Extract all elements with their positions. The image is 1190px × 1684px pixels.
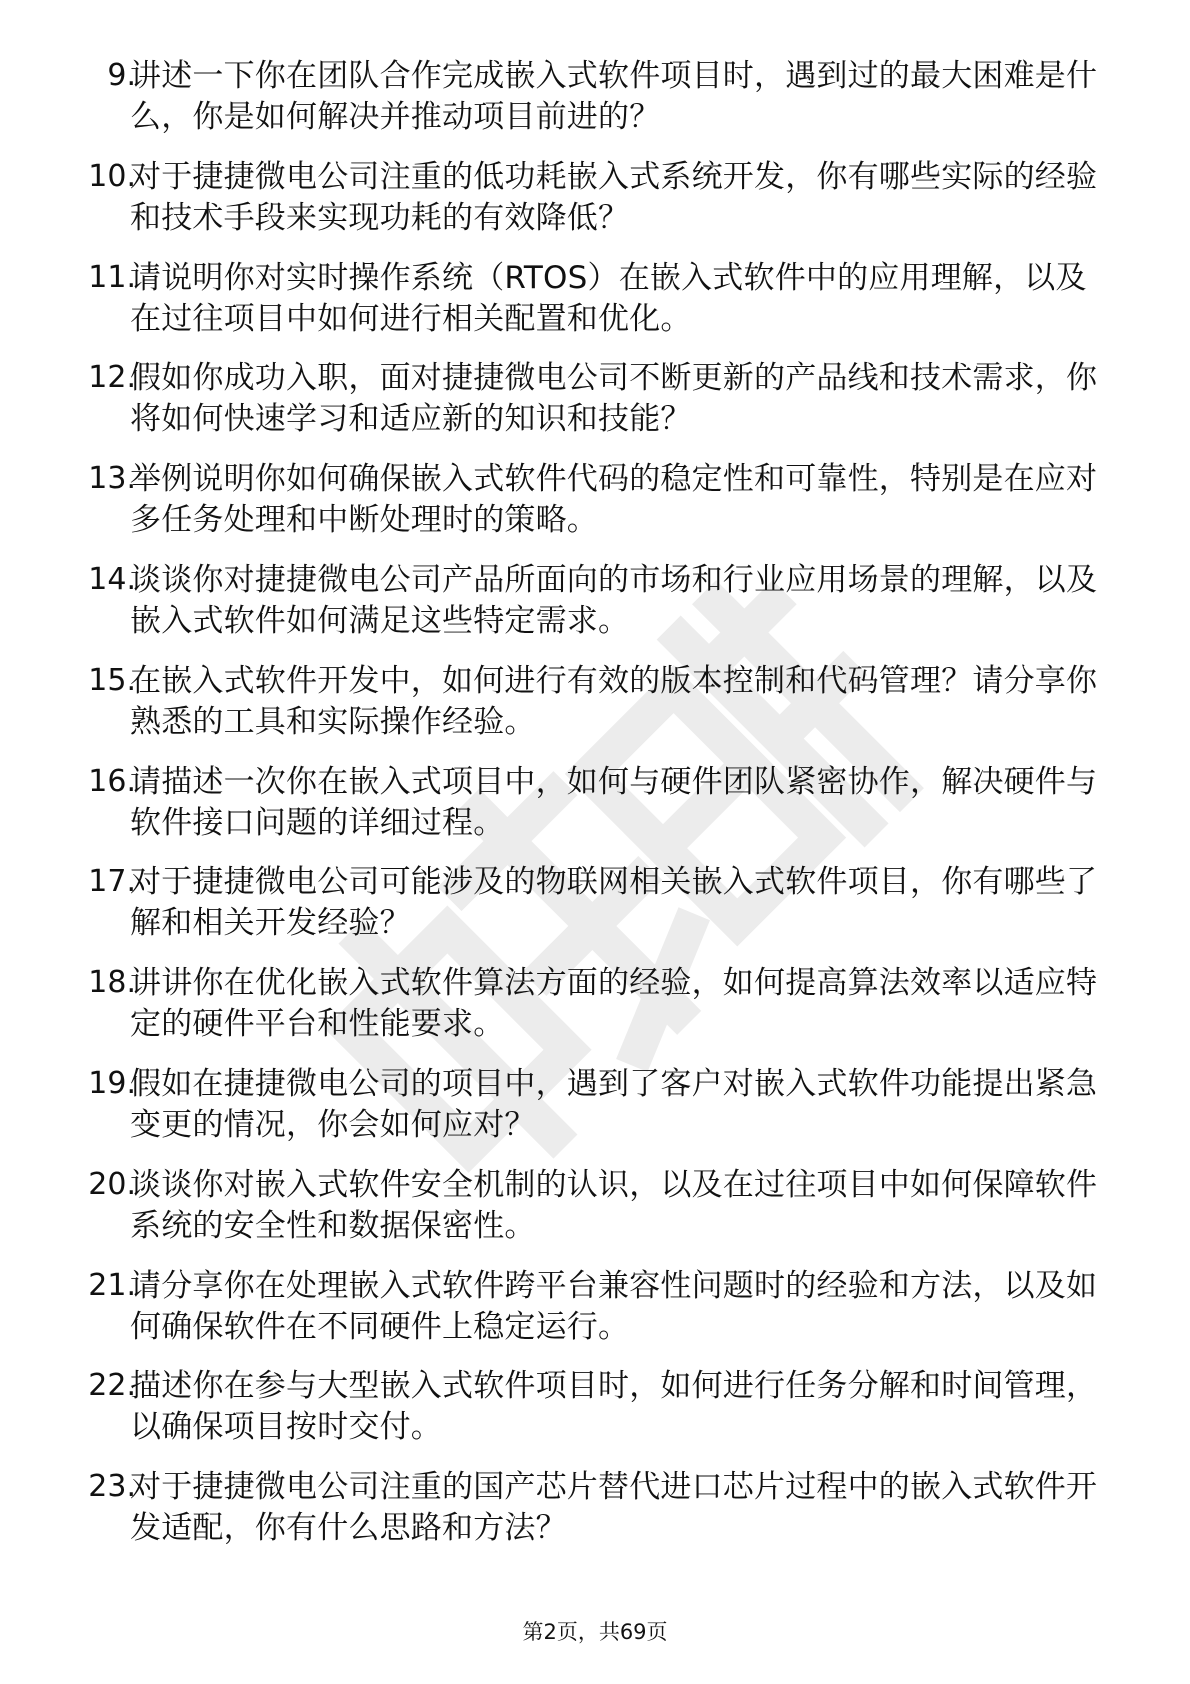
question-text: 描述你在参与大型嵌入式软件项目时，如何进行任务分解和时间管理，以确保项目按时交付。 [130, 1368, 1098, 1446]
question-text: 对于捷捷微电公司注重的国产芯片替代进口芯片过程中的嵌入式软件开发适配，你有什么思路和方法？ [130, 1469, 1098, 1547]
list-item [0, 151, 1190, 252]
question-text: 在嵌入式软件开发中，如何进行有效的版本控制和代码管理？请分享你熟悉的工具和实际操作经验。 [130, 662, 1098, 740]
question-number: 19. [88, 1065, 136, 1101]
question-text: 谈谈你对捷捷微电公司产品所面向的市场和行业应用场景的理解，以及嵌入式软件如何满足这些特定需求。 [130, 561, 1098, 639]
question-text: 假如你成功入职，面对捷捷微电公司不断更新的产品线和技术需求，你将如何快速学习和适应新的知识和技能？ [130, 360, 1098, 438]
list-item [0, 1058, 1190, 1159]
question-text: 对于捷捷微电公司注重的低功耗嵌入式系统开发，你有哪些实际的经验和技术手段来实现功耗的有效降低？ [130, 158, 1098, 236]
question-number: 16. [88, 763, 136, 799]
list-item [0, 957, 1190, 1058]
list-item [0, 50, 1190, 151]
question-text: 对于捷捷微电公司可能涉及的物联网相关嵌入式软件项目，你有哪些了解和相关开发经验？ [130, 864, 1098, 942]
list-item [0, 1360, 1190, 1461]
question-text: 举例说明你如何确保嵌入式软件代码的稳定性和可靠性，特别是在应对多任务处理和中断处理时的策略。 [130, 461, 1098, 539]
list-item [0, 856, 1190, 957]
question-number: 23. [88, 1469, 136, 1505]
question-text: 假如在捷捷微电公司的项目中，遇到了客户对嵌入式软件功能提出紧急变更的情况，你会如何应对？ [130, 1065, 1098, 1143]
list-item [0, 453, 1190, 554]
list-item [0, 352, 1190, 453]
question-number: 14. [88, 561, 136, 597]
question-number: 15. [88, 662, 136, 698]
list-item [0, 1159, 1190, 1260]
question-text: 请分享你在处理嵌入式软件跨平台兼容性问题时的经验和方法，以及如何确保软件在不同硬件上稳定运行。 [130, 1267, 1098, 1345]
question-number: 18. [88, 965, 136, 1001]
list-item [0, 252, 1190, 353]
question-number: 12. [88, 360, 136, 396]
question-list [0, 50, 1190, 1562]
question-text: 讲讲你在优化嵌入式软件算法方面的经验，如何提高算法效率以适应特定的硬件平台和性能要求。 [130, 965, 1098, 1043]
question-number: 22. [88, 1368, 136, 1404]
question-text: 谈谈你对嵌入式软件安全机制的认识，以及在过往项目中如何保障软件系统的安全性和数据保密性。 [130, 1166, 1098, 1244]
list-item [0, 554, 1190, 655]
question-number: 13. [88, 461, 136, 497]
question-number: 20. [88, 1166, 136, 1202]
question-number: 10. [88, 158, 136, 194]
question-text: 请说明你对实时操作系统（RTOS）在嵌入式软件中的应用理解，以及在过往项目中如何进行相关配置和优化。 [130, 259, 1087, 337]
page-indicator: 第2页，共69页 [522, 1620, 668, 1644]
question-number: 9. [107, 58, 136, 93]
question-text: 请描述一次你在嵌入式项目中，如何与硬件团队紧密协作，解决硬件与软件接口问题的详细过程。 [130, 763, 1098, 841]
list-item [0, 1461, 1190, 1562]
list-item [0, 655, 1190, 756]
question-number: 11. [88, 259, 136, 295]
question-text: 讲述一下你在团队合作完成嵌入式软件项目时，遇到过的最大困难是什么，你是如何解决并推动项目前进的？ [130, 58, 1098, 135]
question-number: 17. [88, 864, 136, 900]
list-item [0, 756, 1190, 857]
question-number: 21. [88, 1267, 136, 1303]
list-item [0, 1260, 1190, 1361]
